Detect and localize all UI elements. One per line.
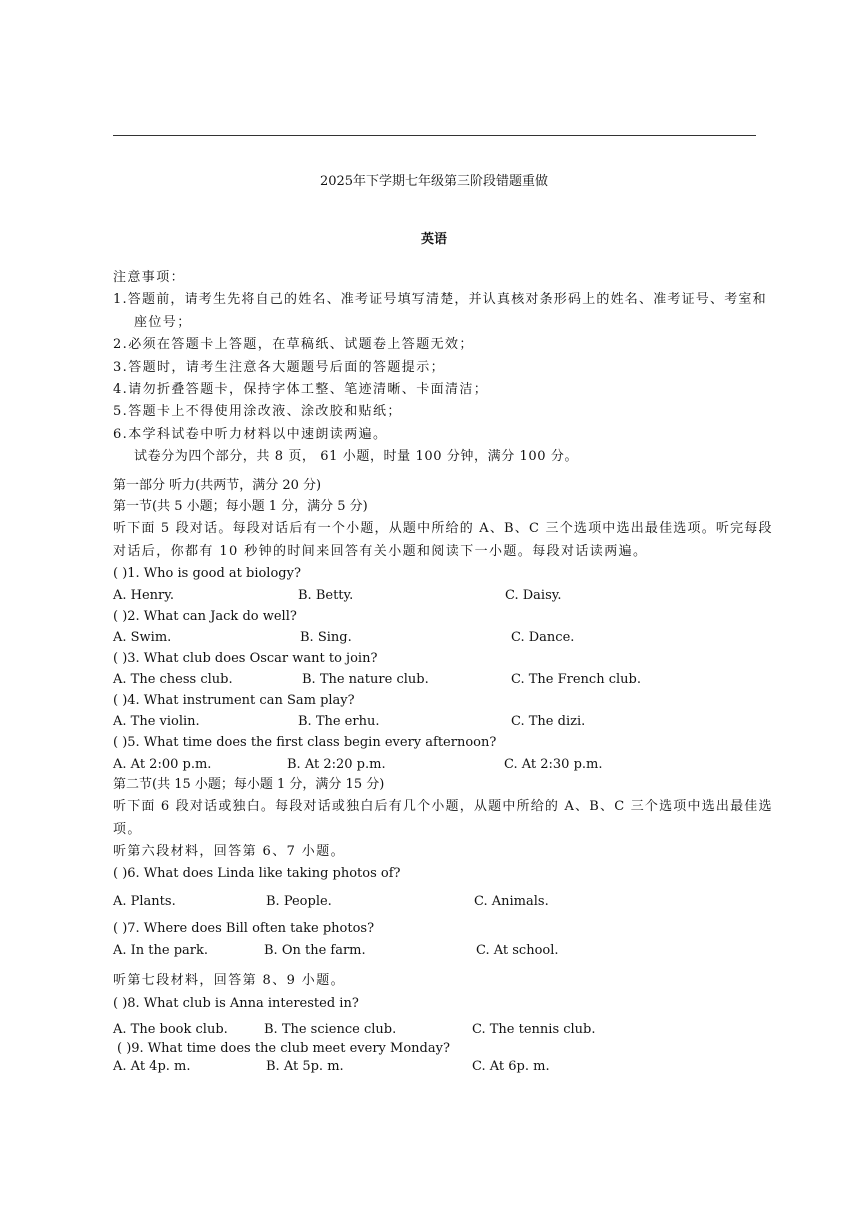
option-c: C. Dance.	[511, 630, 575, 645]
option-b: B. The science club.	[264, 1022, 397, 1037]
notice-heading: 注意事项：	[113, 270, 186, 285]
question-stem: ( )4. What instrument can Sam play?	[113, 693, 355, 708]
option-a: A. At 4p. m.	[113, 1059, 191, 1074]
option-c: C. The tennis club.	[472, 1022, 596, 1037]
part1-heading: 第一部分 听力(共两节，满分 20 分)	[113, 478, 322, 493]
option-a: A. In the park.	[113, 943, 209, 958]
material-7-note: 听第七段材料，回答第 8、9 小题。	[113, 973, 346, 988]
question-stem: ( )5. What time does the first class begin every afternoon?	[113, 735, 497, 750]
section1-instructions: 听下面 5 段对话。每段对话后有一个小题，从题中所给的 A、B、C 三个选项中选出最佳选项。听完每段	[113, 521, 773, 536]
material-6-note: 听第六段材料，回答第 6、7 小题。	[113, 844, 346, 859]
section2-instructions: 听下面 6 段对话或独白。每段对话或独白后有几个小题，从题中所给的 A、B、C 三个选项中选出最佳选	[113, 799, 773, 814]
option-b: B. At 5p. m.	[266, 1059, 344, 1074]
question-stem: ( )3. What club does Oscar want to join?	[113, 651, 378, 666]
section1-heading: 第一节(共 5 小题；每小题 1 分，满分 5 分)	[113, 499, 368, 514]
exam-summary: 试卷分为四个部分，共 8 页， 61 小题，时量 100 分钟，满分 100 分。	[134, 449, 579, 464]
option-a: A. Swim.	[113, 630, 172, 645]
section2-instructions-cont: 项。	[113, 822, 142, 837]
option-a: A. Henry.	[113, 588, 175, 603]
notice-item-1: 1.答题前，请考生先将自己的姓名、准考证号填写清楚，并认真核对条形码上的姓名、准考证号、考室和	[113, 292, 767, 307]
question-stem: ( )9. What time does the club meet every Monday?	[117, 1041, 450, 1056]
option-b: B. The erhu.	[298, 714, 380, 729]
option-a: A. At 2:00 p.m.	[113, 757, 212, 772]
option-b: B. People.	[266, 894, 332, 909]
question-stem: ( )6. What does Linda like taking photos of?	[113, 866, 401, 881]
option-c: C. At 2:30 p.m.	[504, 757, 603, 772]
option-a: A. The book club.	[113, 1022, 228, 1037]
option-a: A. The violin.	[113, 714, 200, 729]
notice-item-4: 4.请勿折叠答题卡，保持字体工整、笔迹清晰、卡面清洁；	[113, 382, 489, 397]
question-stem: ( )2. What can Jack do well?	[113, 609, 297, 624]
notice-item-1-cont: 座位号；	[134, 315, 192, 330]
notice-item-3: 3.答题时，请考生注意各大题题号后面的答题提示；	[113, 360, 446, 375]
notice-item-5: 5.答题卡上不得使用涂改液、涂改胶和贴纸；	[113, 404, 402, 419]
notice-item-6: 6.本学科试卷中听力材料以中速朗读两遍。	[113, 427, 388, 442]
option-c: C. The French club.	[511, 672, 641, 687]
option-a: A. Plants.	[113, 894, 176, 909]
subject-title: 英语	[420, 232, 447, 247]
option-c: C. Daisy.	[505, 588, 562, 603]
question-stem: ( )1. Who is good at biology?	[113, 566, 301, 581]
option-c: C. At school.	[476, 943, 559, 958]
option-c: C. The dizi.	[511, 714, 586, 729]
question-stem: ( )7. Where does Bill often take photos?	[113, 921, 375, 936]
section1-instructions-cont: 对话后，你都有 10 秒钟的时间来回答有关小题和阅读下一小题。每段对话读两遍。	[113, 544, 648, 559]
option-b: B. On the farm.	[264, 943, 366, 958]
option-c: C. Animals.	[474, 894, 549, 909]
option-a: A. The chess club.	[113, 672, 233, 687]
notice-item-2: 2.必须在答题卡上答题，在草稿纸、试题卷上答题无效；	[113, 337, 474, 352]
option-b: B. At 2:20 p.m.	[287, 757, 386, 772]
option-b: B. Betty.	[298, 588, 354, 603]
section2-heading: 第二节(共 15 小题；每小题 1 分，满分 15 分)	[113, 777, 385, 792]
option-b: B. Sing.	[300, 630, 352, 645]
option-b: B. The nature club.	[302, 672, 429, 687]
option-c: C. At 6p. m.	[472, 1059, 550, 1074]
question-stem: ( )8. What club is Anna interested in?	[113, 996, 359, 1011]
header-rule	[113, 135, 756, 136]
exam-title: 2025年下学期七年级第三阶段错题重做	[319, 174, 549, 189]
